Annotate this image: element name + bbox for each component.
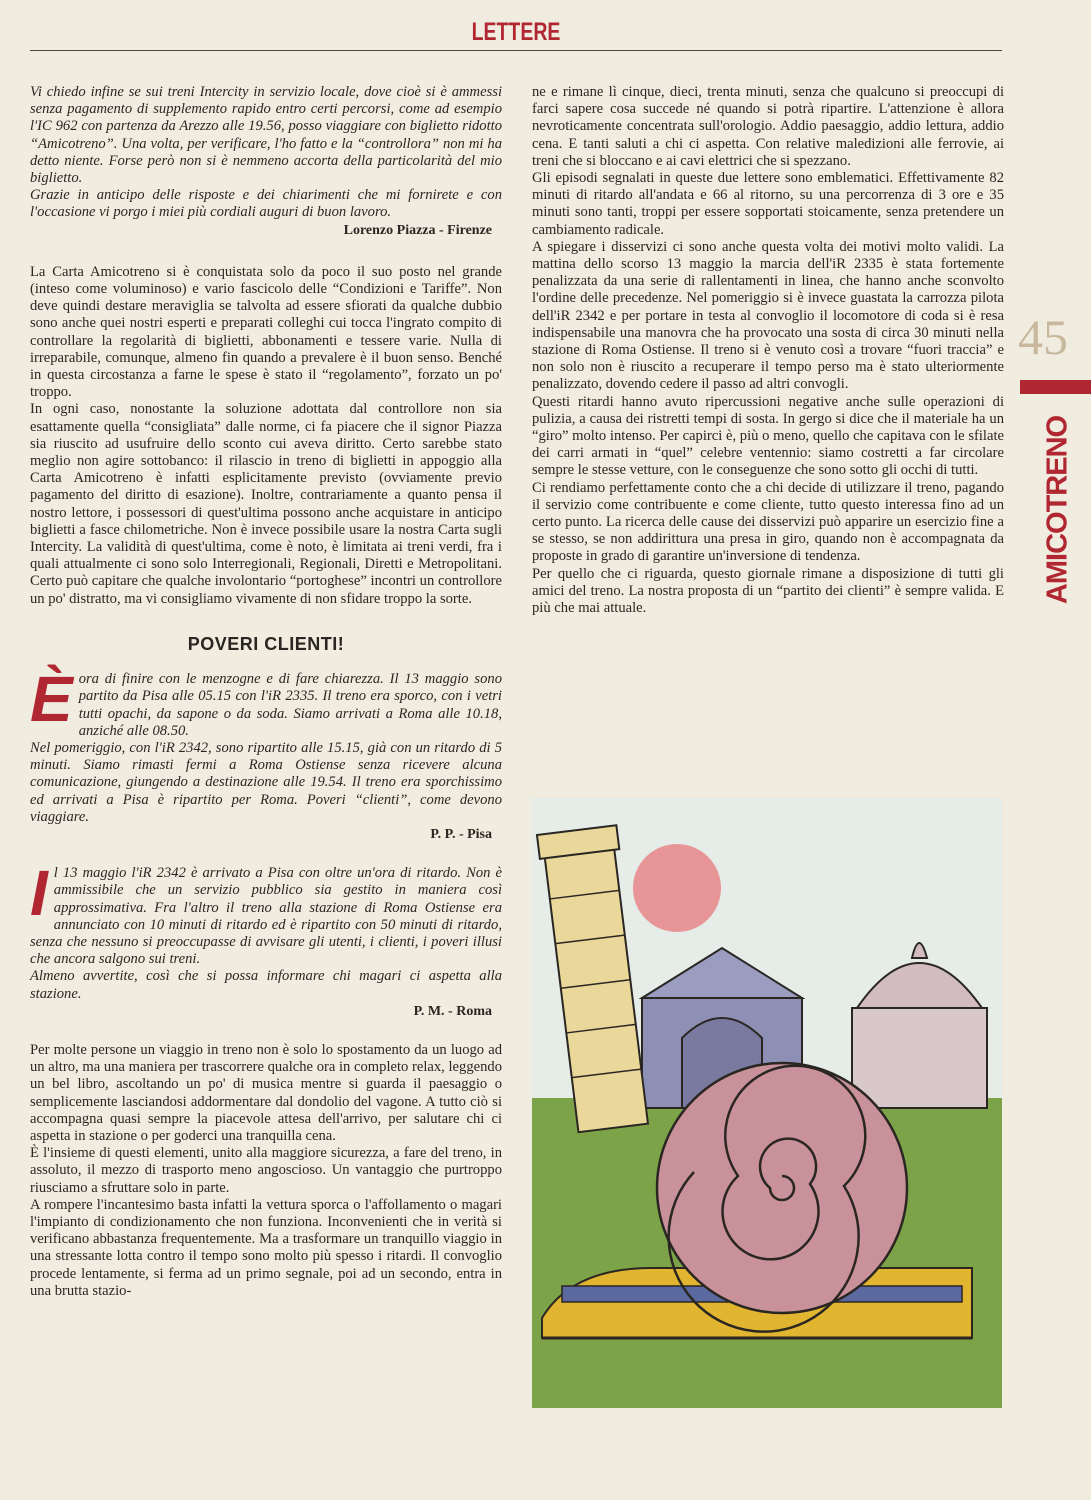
reply2-paragraph: Questi ritardi hanno avuto ripercussioni negative anche sulle operazioni di pulizia, a causa dei ristretti tempi di sosta. In gergo si dice che il materiale ha un “giro” molto intenso. Per capirci è, più o meno, quello che capitava con le sfilate dei carri armati in “quel” celebre ventennio: siamo costretti a far circolare sempre le stesse vetture, con le conseguenze che sono sotto gli occhi di tutti. bbox=[532, 393, 1004, 479]
side-magazine-label: AMICOTRENO bbox=[1041, 415, 1074, 605]
letter2-dropcap: È bbox=[30, 663, 73, 736]
letter2 bbox=[30, 663, 502, 740]
letter3-paragraph: l 13 maggio l'iR 2342 è arrivato a Pisa con oltre un'ora di ritardo. Non è ammissibile che un servizio pubblico sia gestito in maniera così approssimativa. Fra l'altro il treno alla stazione di Roma Ostiense era annunciato con 10 minuti di ritardo ed è ripartito con 50 minuti di ritardo, senza che nessuno si preoccupasse di avvisare gli utenti, i clienti, i poveri illusi che ancora salgono sui treni. bbox=[30, 865, 502, 968]
section-heading: POVERI CLIENTI! bbox=[187, 633, 345, 654]
reply2-paragraph: Per quello che ci riguarda, questo giornale rimane a disposizione di tutti gli amici del treno. La nostra proposta di un “partito dei clienti” è sempre valida. E più che mai attuale. bbox=[532, 565, 1004, 617]
letter1-paragraph: Grazie in anticipo delle risposte e dei chiarimenti che mi fornirete e con l'occasione vi porgo i miei più cordiali auguri di buon lavoro. bbox=[30, 187, 502, 221]
reply2-paragraph: Per molte persone un viaggio in treno non è solo lo spostamento da un luogo ad un altro, ma una maniera per trascorrere qualche ora in completo relax, leggendo un bel libro, ascoltando un po' di musica mentre si guarda il paesaggio o semplicemente lasciandosi addormentare dal dondolio del vagone. A tutto ciò si accompagna quasi sempre la piacevole attesa dell'arrivo, per salutare chi ci aspetta in stazione o per goderci una tranquilla cena. bbox=[30, 1041, 502, 1144]
reply2-paragraph: A spiegare i disservizi ci sono anche questa volta dei motivi molto validi. La mattina dello scorso 13 maggio la marcia dell'iR 2335 è stata fortemente penalizzata da una serie di rallentamenti in linea, che hanno anche sconvolto l'ordine delle precedenze. Nel pomeriggio si è invece guastata la carrozza pilota dell'iR 2342 e per portare in testa al convoglio il locomotore di coda si è resa indispensabile una manovra che ha provocato una sosta di circa 30 minuti nella stazione di Roma Ostiense. Il treno si è venuto così a trovare “fuori traccia” e non solo non è riuscito a recuperare il tempo perso ma è stato ulteriormente penalizzato, dovendo cedere il passo ad altri convogli. bbox=[532, 238, 1004, 393]
letter1-signature: Lorenzo Piazza - Firenze bbox=[343, 222, 492, 238]
letter3-dropcap: I bbox=[30, 857, 48, 930]
letter3-signature: P. M. - Roma bbox=[413, 1003, 492, 1019]
right-column bbox=[532, 84, 1004, 617]
reply2-paragraph: ne e rimane lì cinque, dieci, trenta minuti, senza che qualcuno si preoccupi di farci sapere cosa succede né quando si potrà ripartire. L'attenzione è allora nevroticamente concentrata sull'orologio. Addio paesaggio, addio lettura, addio cena. E tanti saluti a chi ci aspetta. Con relative maledizioni alle ferrovie, ai treni che si bloccano e ai cavi elettrici che si spezzano. bbox=[532, 84, 1004, 169]
reply2-paragraph: Ci rendiamo perfettamente conto che a chi decide di utilizzare il treno, pagando il servizio come contribuente e come cliente, tutto questo interessa fino ad un certo punto. La ricerca delle cause dei disservizi può apparire un esercizio fine a se stesso, se non addirittura una presa in giro, quando non è accompagnata da proposte in grado di garantire un'inversione di tendenza. bbox=[532, 479, 1004, 565]
letter3 bbox=[30, 857, 502, 968]
reply2-paragraph: È l'insieme di questi elementi, unito alla maggiore sicurezza, a fare del treno, in assoluto, il mezzo di trasporto meno angoscioso. Un vantaggio che purtroppo riusciamo a sfruttare solo in parte. bbox=[30, 1145, 502, 1196]
reply1-paragraph: In ogni caso, nonostante la soluzione adottata dal controllore non sia esattamente quella “consigliata” dalle norme, ci fa piacere che il signor Piazza sia riuscito ad usufruire dello sconto cui aveva diritto. Certo sarebbe stato meglio non agire sottobanco: il rilascio in treno di biglietti in appoggio alla Carta Amicotreno è infatti esplicitamente previsto (ovviamente previo pagamento del diritto di esazione). Inoltre, contrariamente a quanto pensa il nostro lettore, i possessori di quest'ultima possono anche acquistare in anticipo biglietti a fasce chilometriche. Non è invece possibile usare la nostra Carta sugli Intercity. La validità di quest'ultima, come è noto, è limitata ai treni verdi, fra i quali attualmente ci sono solo Interregionali, Regionali, Diretti e Metropolitani. Certo può capitare che qualche involontario “portoghese” incontri un controllore un po' distratto, ma vi consigliamo vivamente di non sfidare troppo la sorte. bbox=[30, 401, 502, 607]
side-accent-bar bbox=[1020, 380, 1091, 394]
reply2-paragraph: Gli episodi segnalati in queste due lettere sono emblematici. Effettivamente 82 minuti di ritardo all'andata e 66 al ritorno, su una percorrenza di 3 ore e 35 minuti sono tanti, troppi per essere sopportati stoicamente, senza pretendere un cambiamento radicale. bbox=[532, 170, 1004, 238]
letter2-paragraph: ora di finire con le menzogne e di fare chiarezza. Il 13 maggio sono partito da Pisa alle 05.15 con l'iR 2335. Il treno era sporco, con i vetri tutti opachi, da sapone o da soda. Siamo arrivati a Roma alle 10.18, anziché alle 08.50. bbox=[78, 671, 502, 739]
reply1-paragraph: La Carta Amicotreno si è conquistata solo da poco il suo posto nel grande (inteso come voluminoso) e vario fascicolo delle “Condizioni e Tariffe”. Non deve quindi destare meraviglia se talvolta ad essere sfiorati da qualche dubbio sono anche quei nostri esperti e preparati colleghi cui tocca l'ingrato compito di controllare la regolarità di biglietti, abbonamenti e tessere varie. Nulla di irreparabile, comunque, almeno fin quando a prevalere è il buon senso. Benché in questa circostanza a farne le spese è stato il “regolamento”, forzato un po' troppo. bbox=[30, 263, 502, 401]
letter1-paragraph: Vi chiedo infine se sui treni Intercity in servizio locale, dove cioè si è ammessi senza pagamento di supplemento rapido entro certi percorsi, come ad esempio l'IC 962 con partenza da Arezzo alle 19.56, posso viaggiare con biglietto ridotto “Amicotreno”. Una volta, per verificare, l'ho fatto e la “controllora” non mi ha detto niente. Forse però non si è nemmeno accorta della particolarità del mio biglietto. bbox=[30, 84, 502, 187]
page-header bbox=[30, 18, 1002, 51]
left-column bbox=[30, 84, 502, 1300]
letter2-signature: P. P. - Pisa bbox=[430, 826, 492, 842]
sun-icon bbox=[633, 844, 721, 932]
reply2-paragraph: A rompere l'incantesimo basta infatti la vettura sporca o l'affollamento o magari l'impianto di condizionamento che non funziona. Inconvenienti che in verità si verificano abbastanza frequentemente. Ma a trasformare un tranquillo viaggio in una stressante lotta contro il tempo sono molto più spesso i ritardi. Il convoglio procede lentamente, si ferma ad un primo segnale, poi ad un secondo, entra in una brutta stazio- bbox=[30, 1196, 502, 1299]
letter3-paragraph: Almeno avvertite, così che si possa informare chi magari ci aspetta alla stazione. bbox=[30, 968, 502, 1002]
letter2-paragraph: Nel pomeriggio, con l'iR 2342, sono ripartito alle 15.15, già con un ritardo di 5 minuti. Siamo rimasti fermi a Roma Ostiense senza ricevere alcuna comunicazione, giungendo a destinazione alle 19.54. Il treno era sporchissimo ed arrivati a Pisa è ripartito per Roma. Poveri “clienti”, come devono viaggiare. bbox=[30, 739, 502, 825]
page-number: 45 bbox=[1018, 309, 1068, 365]
section-title: LETTERE bbox=[471, 18, 561, 46]
snail-train-illustration bbox=[532, 798, 1002, 1408]
